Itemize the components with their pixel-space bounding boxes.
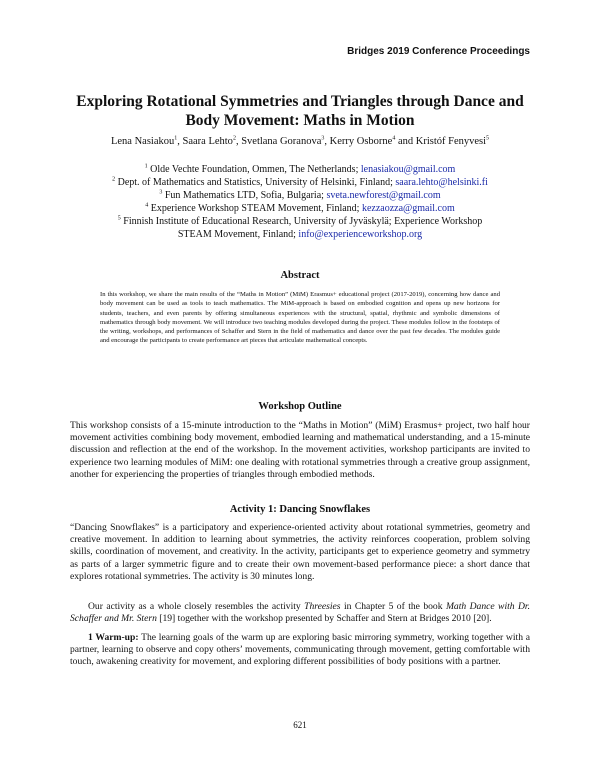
affiliation-continuation [40, 228, 560, 241]
email-link[interactable]: sveta.newforest@gmail.com [326, 190, 441, 201]
author-list [40, 136, 560, 147]
email-link[interactable]: saara.lehto@helsinki.fi [395, 177, 488, 188]
page-number: 621 [293, 720, 307, 730]
activity1-paragraph-2 [70, 601, 530, 625]
p2-text: Our activity as a whole closely resembles the activity [88, 601, 305, 612]
abstract-heading: Abstract [280, 270, 320, 281]
affiliation-text: Experience Workshop STEAM Movement, Finland; [150, 203, 362, 214]
p2-italic-title: Threesies [304, 601, 341, 612]
warmup-text: The learning goals of the warm up are exploring basic mirroring symmetry, working together with a partner, learning to observe and copy others’ movements, communicating through movement, getting comfortable with touch, awakening creativity for movement, and exploring different possibilities of body positions with a partner. [70, 632, 531, 668]
author-sup: 4 [392, 135, 396, 142]
author-separator: and [395, 136, 416, 147]
author-separator: , [235, 136, 242, 147]
email-link[interactable]: info@experienceworkshop.org [298, 229, 423, 240]
author-separator: , [324, 136, 330, 147]
email-link[interactable]: kezzaozza@gmail.com [361, 203, 455, 214]
activity1-paragraph-1: “Dancing Snowflakes” is a participatory and experience-oriented activity about rotational symmetries, geometry and creative movement. In addition to learning about symmetries, the activity reinforces cooperation, problem solving skills, coordination of movement, and creativity. In the activity, participants get to experience geometry and symmetry as parts of a larger symmetric figure and to create their own movement-based performance piece: a short dance that explores rotational symmetries. The activity is 30 minutes long. [70, 522, 530, 582]
warmup-label: 1 Warm-up: [88, 632, 139, 643]
workshop-outline-text: This workshop consists of a 15-minute introduction to the “Maths in Motion” (MiM) Erasmus+ project, two half hour movement activities combining body movement, embodied learning and mathematical understanding, and a 15-minute discussion and reflection at the end of the workshop. In the movement activities, workshop participants are invited to experience two learning modules of MiM: one dealing with rotational symmetries through a creative group assignment, another for experiencing the properties of triangles through embodied methods. [70, 420, 530, 480]
affiliation-sup: 4 [145, 202, 149, 209]
affiliation [40, 163, 560, 176]
paper-title [50, 92, 550, 130]
affiliation-sup: 1 [144, 163, 148, 170]
title-line-1: Exploring Rotational Symmetries and Triangles through Dance and [76, 93, 524, 110]
affiliation-sup: 5 [117, 215, 121, 222]
author-sup: 1 [174, 135, 178, 142]
affiliations [40, 163, 560, 241]
author-sup: 3 [321, 135, 325, 142]
author-name: Kerry Osborne [329, 136, 393, 147]
affiliation-sup: 3 [159, 189, 163, 196]
p2-text: in Chapter 5 of the book [340, 601, 446, 612]
activity1-paragraph-3 [70, 632, 530, 669]
affiliation [40, 189, 560, 202]
affiliation-text: STEAM Movement, Finland; [177, 229, 299, 240]
activity1-heading: Activity 1: Dancing Snowflakes [229, 504, 371, 515]
author-name: Saara Lehto [182, 136, 233, 147]
affiliation [40, 176, 560, 189]
affiliation-text: Olde Vechte Foundation, Ommen, The Netherlands; [150, 164, 361, 175]
affiliation-text: Dept. of Mathematics and Statistics, University of Helsinki, Finland; [117, 177, 396, 188]
p2-italic-book: Math Dance with Dr. Schaffer and Mr. Stern [70, 601, 530, 625]
workshop-outline-heading: Workshop Outline [258, 401, 342, 412]
author-name: Kristóf Fenyvesi [415, 136, 487, 147]
affiliation [40, 215, 560, 228]
author-sup: 5 [486, 135, 490, 142]
running-header: Bridges 2019 Conference Proceedings [347, 46, 530, 57]
email-link[interactable]: lenasiakou@gmail.com [360, 164, 456, 175]
author-sup: 2 [232, 135, 236, 142]
abstract-text: In this workshop, we share the main results of the “Maths in Motion” (MiM) Erasmus+ educational project (2017-2019), concerning how dance and body movement can be used as tools to teach mathematics. The MiM-approach is based on embodied cognition and opens up new horizons for students, teachers, and even parents by offering simultaneous experiences with the structural, spatial, rhythmic and symbolic dimensions of mathematics through body movement. We will introduce two teaching modules developed during the project. These modules follow in the footsteps of the writing, workshops, and performances of Schaffer and Stern in the field of mathematics and dance over the past few decades. The modules guide and encourage the participants to create performance art pieces that articulate mathematical concepts. [100, 291, 500, 345]
affiliation-text: Finnish Institute of Educational Research, University of Jyväskylä; Experience Workshop [123, 216, 483, 227]
title-line-2: Body Movement: Maths in Motion [185, 112, 415, 129]
author-separator: , [177, 136, 183, 147]
p2-text: [19] together with the workshop presented by Schaffer and Stern at Bridges 2010 [20]. [156, 613, 492, 625]
affiliation-text: Fun Mathematics LTD, Sofia, Bulgaria; [164, 190, 327, 201]
author-name: Lena Nasiakou [110, 136, 175, 147]
affiliation [40, 202, 560, 215]
affiliation-sup: 2 [112, 176, 116, 183]
author-name: Svetlana Goranova [241, 136, 322, 147]
